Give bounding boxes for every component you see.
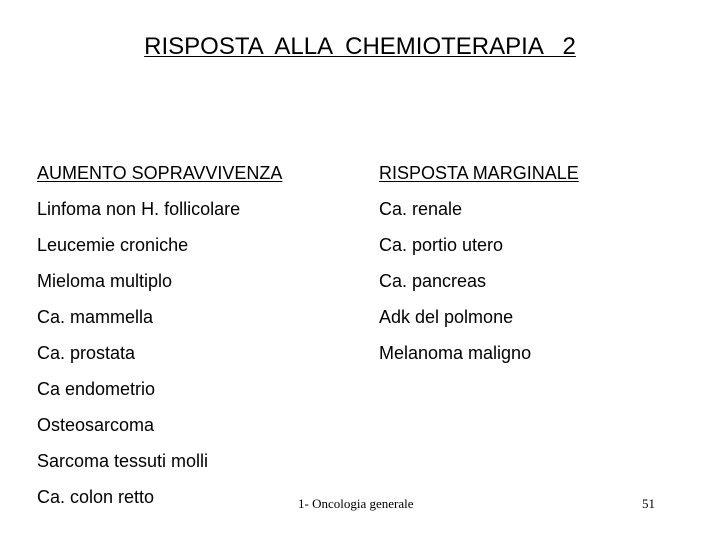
right-column-list bbox=[379, 191, 579, 371]
list-item: Linfoma non H. follicolare bbox=[37, 199, 241, 219]
list-item: Ca endometrio bbox=[37, 379, 156, 399]
list-item: Ca. portio utero bbox=[379, 235, 504, 255]
right-column-header: RISPOSTA MARGINALE bbox=[379, 163, 579, 183]
left-column-header: AUMENTO SOPRAVVIVENZA bbox=[37, 163, 283, 183]
footer-text: 1- Oncologia generale bbox=[298, 496, 414, 511]
slide-title bbox=[0, 32, 720, 62]
list-item: Leucemie croniche bbox=[37, 235, 189, 255]
left-column bbox=[37, 155, 282, 515]
list-item: Adk del polmone bbox=[379, 307, 514, 327]
list-item: Ca. renale bbox=[379, 199, 463, 219]
page-number: 51 bbox=[642, 496, 655, 511]
list-item: Ca. mammella bbox=[37, 307, 154, 327]
list-item: Melanoma maligno bbox=[379, 343, 532, 363]
list-item: Mieloma multiplo bbox=[37, 271, 173, 291]
list-item: Ca. colon retto bbox=[37, 487, 155, 507]
slide-title-text: RISPOSTA ALLA CHEMIOTERAPIA 2 bbox=[144, 33, 576, 60]
list-item: Ca. prostata bbox=[37, 343, 136, 363]
list-item: Osteosarcoma bbox=[37, 415, 155, 435]
right-column bbox=[379, 155, 579, 371]
left-column-list bbox=[37, 191, 282, 515]
list-item: Sarcoma tessuti molli bbox=[37, 451, 209, 471]
list-item: Ca. pancreas bbox=[379, 271, 487, 291]
